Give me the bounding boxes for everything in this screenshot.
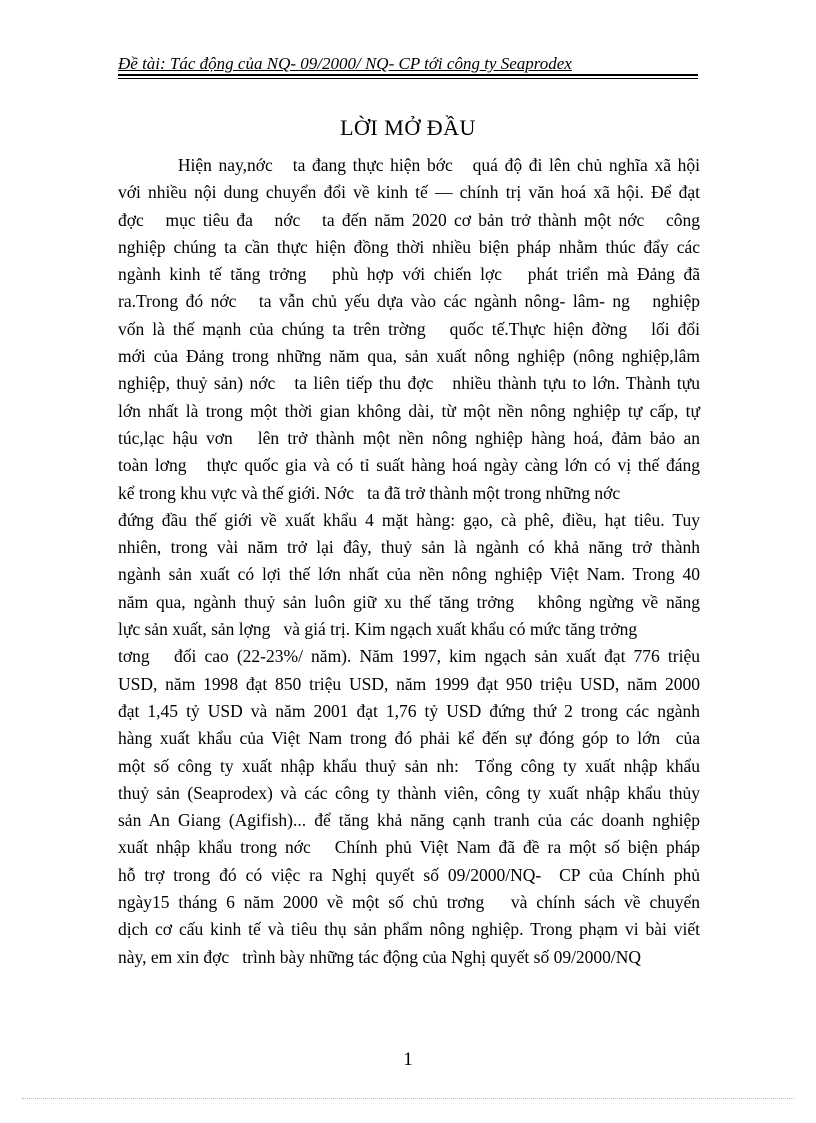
text-line: túc,lạc hậu vơn lên trở thành một nền nông nghiệp hàng hoá, đảm bảo an: [118, 427, 700, 448]
header-divider-thin: [118, 78, 698, 79]
text-line: đợc mục tiêu đa nớc ta đến năm 2020 cơ bản trở thành một nớc công: [118, 209, 700, 230]
text-line: với nhiều nội dung chuyển đổi về kinh tế — chính trị văn hoá xã hội. Để đạt: [118, 182, 700, 203]
text-line: nghiệp, thuỷ sản) nớc ta liên tiếp thu đợc nhiều thành tựu to lớn. Thành tựu: [118, 373, 700, 394]
page-number: 1: [403, 1049, 413, 1070]
text-line: kể trong khu vực và thế giới. Nớc ta đã trở thành một trong những nớc: [118, 482, 621, 503]
text-line: hỗ trợ trong đó có việc ra Nghị quyết số 09/2000/NQ- CP của Chính phủ: [118, 864, 700, 885]
text-line: vốn là thế mạnh của chúng ta trên trờng quốc tế.Thực hiện đờng lối đổi: [118, 318, 700, 339]
header-divider: [118, 74, 698, 76]
text-line: sản An Giang (Agifish)... để tăng khả năng cạnh tranh của các doanh nghiệp: [118, 810, 700, 831]
text-line: dịch cơ cấu kinh tế và tiêu thụ sản phẩm nông nghiệp. Trong phạm vi bài viết: [118, 919, 700, 940]
document-header: Đề tài: Tác động của NQ- 09/2000/ NQ- CP tới công ty Seaprodex: [118, 54, 572, 73]
text-line: đứng đầu thế giới về xuất khẩu 4 mặt hàng: gạo, cà phê, điều, hạt tiêu. Tuy: [118, 509, 700, 530]
text-line: xuất nhập khẩu trong nớc Chính phủ Việt Nam đã đề ra một số biện pháp: [118, 837, 700, 858]
body-paragraph: [118, 152, 700, 971]
text-line: Hiện nay,nớc ta đang thực hiện bớc quá độ đi lên chủ nghĩa xã hội: [118, 155, 700, 175]
text-line: này, em xin đợc trình bày những tác động của Nghị quyết số 09/2000/NQ: [118, 946, 642, 967]
text-line: lớn nhất là trong một thời gian không dài, từ một nền nông nghiệp tự cấp, tự: [118, 400, 700, 421]
text-line: nhiên, trong vài năm trở lại đây, thuỷ sản là ngành có khả năng trở thành: [118, 537, 700, 558]
text-line: ngày15 tháng 6 năm 2000 về một số chủ trơng và chính sách về chuyển: [118, 892, 700, 913]
text-line: ngành sản xuất có lợi thế lớn nhất của nền nông nghiệp Việt Nam. Trong 40: [118, 564, 700, 585]
text-line: một số công ty xuất nhập khẩu thuỷ sản nh: Tổng công ty xuất nhập khẩu: [118, 755, 700, 776]
text-line: đạt 1,45 tỷ USD và năm 2001 đạt 1,76 tỷ USD đứng thứ 2 trong các ngành: [118, 700, 700, 721]
page-bottom-border: [22, 1098, 794, 1099]
text-line: thuỷ sản (Seaprodex) và các công ty thành viên, công ty xuất nhập khẩu thủy: [118, 782, 700, 803]
text-line: hàng xuất khẩu của Việt Nam trong đó phải kể đến sự đóng góp to lớn của: [118, 728, 700, 749]
text-line: ngành kinh tế tăng trởng phù hợp với chiến lợc phát triển mà Đảng đã: [118, 264, 700, 285]
text-line: tơng đối cao (22-23%/ năm). Năm 1997, kim ngạch sản xuất đạt 776 triệu: [118, 646, 700, 667]
text-line: mới của Đảng trong những năm qua, sản xuất nông nghiệp (nông nghiệp,lâm: [118, 346, 700, 367]
section-title: LỜI MỞ ĐẦU: [340, 115, 476, 140]
text-line: nghiệp chúng ta cần thực hiện đồng thời nhiều biện pháp nhằm thúc đẩy các: [118, 236, 700, 257]
text-line: toàn lơng thực quốc gia và có tỉ suất hàng hoá ngày càng lớn có vị thế đáng: [118, 455, 700, 476]
text-line: lực sản xuất, sản lợng và giá trị. Kim ngạch xuất khẩu có mức tăng trởng: [118, 619, 638, 640]
text-line: ra.Trong đó nớc ta vẫn chủ yếu dựa vào các ngành nông- lâm- ng nghiệp: [118, 291, 700, 312]
text-line: USD, năm 1998 đạt 850 triệu USD, năm 1999 đạt 950 triệu USD, năm 2000: [118, 673, 700, 694]
text-line: năm qua, ngành thuỷ sản luôn giữ xu thế tăng trởng không ngừng về năng: [118, 591, 700, 612]
